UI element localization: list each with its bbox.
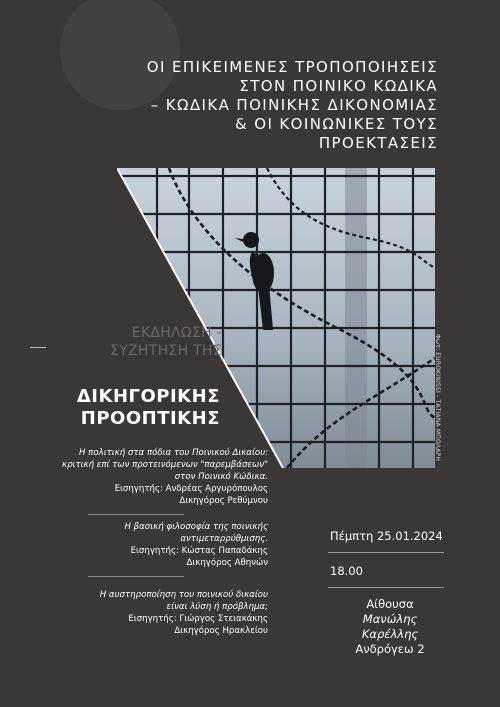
talk-topic: Η βασική φιλοσοφία της ποινικής — [124, 522, 268, 532]
divider — [30, 347, 46, 348]
title-line: – ΚΩΔΙΚΑ ΠΟΙΝΙΚΗΣ ΔΙΚΟΝΟΜΙΑΣ — [150, 96, 438, 114]
event-title — [60, 386, 220, 430]
title-line: ΣΤΟΝ ΠΟΙΝΙΚΟ ΚΩΔΙΚΑ — [239, 77, 438, 95]
talk-item — [58, 589, 268, 637]
talk-item — [58, 521, 268, 569]
talk-topic: Η πολιτική στα πόδια του Ποινικού Δικαίου: — [78, 448, 268, 458]
talk-topic: αντιμεταρρύθμισης. — [180, 534, 268, 544]
event-label-line: ΣΥΖΗΤΗΣΗ ΤΗΣ — [110, 343, 222, 359]
talk-speaker: Εισηγητής: Κώστας Παπαδάκης — [130, 546, 268, 556]
photo-credit-text: Φωτ: EUROKINISSI - ΤΑΤΙΑΝΑ ΜΠΟΛΑΡΗ — [434, 334, 441, 462]
title-line: & ΟΙ ΚΟΙΝΩΝΙΚΕΣ ΤΟΥΣ — [234, 115, 438, 133]
event-time: 18.00 — [330, 564, 363, 578]
divider — [88, 576, 184, 577]
photo-credit — [434, 334, 452, 484]
title-line: ΟΙ ΕΠΙΚΕΙΜΕΝΕΣ ΤΡΟΠΟΠΟΙΗΣΕΙΣ — [146, 58, 438, 76]
event-label — [72, 324, 222, 360]
title-line: ΠΡΟΕΚΤΑΣΕΙΣ — [318, 134, 438, 152]
divider — [328, 552, 444, 553]
event-label-line: ΕΚΔΗΛΩΣΗ - — [131, 325, 222, 341]
event-title-line: ΔΙΚΗΓΟΡΙΚΗΣ — [76, 386, 220, 407]
event-title-line: ΠΡΟΟΠΤΙΚΗΣ — [80, 408, 220, 429]
venue-line: Αίθουσα — [366, 597, 414, 611]
event-date: Πέμπτη 25.01.2024 — [330, 529, 443, 543]
talk-speaker: Εισηγητής: Ανδρέας Αργυρόπουλος — [114, 484, 268, 494]
talk-item — [58, 447, 268, 507]
poster-title — [38, 58, 438, 153]
talk-topic: κριτική επί των προτεινόμενων "παρεμβάσεων" — [62, 460, 268, 470]
talk-topic: είναι λύση ή πρόβλημα; — [166, 602, 268, 612]
divider — [328, 587, 444, 588]
venue-line: Ανδρόγεω 2 — [355, 642, 425, 656]
venue-line: Μανώλης Καρέλλης — [361, 612, 419, 641]
divider — [88, 514, 184, 515]
talk-role: Δικηγόρος Ηρακλείου — [174, 626, 268, 636]
talk-topic: Η αυστηροποίηση του ποινικού δικαίου — [99, 590, 268, 600]
talk-role: Δικηγόρος Αθηνών — [186, 558, 268, 568]
talk-role: Δικηγόρος Ρεθύμνου — [179, 496, 268, 506]
event-venue — [340, 597, 440, 657]
talk-speaker: Εισηγητής: Γιώργος Στειακάκης — [128, 614, 268, 624]
talk-topic: στον Ποινικό Κώδικα. — [174, 472, 268, 482]
